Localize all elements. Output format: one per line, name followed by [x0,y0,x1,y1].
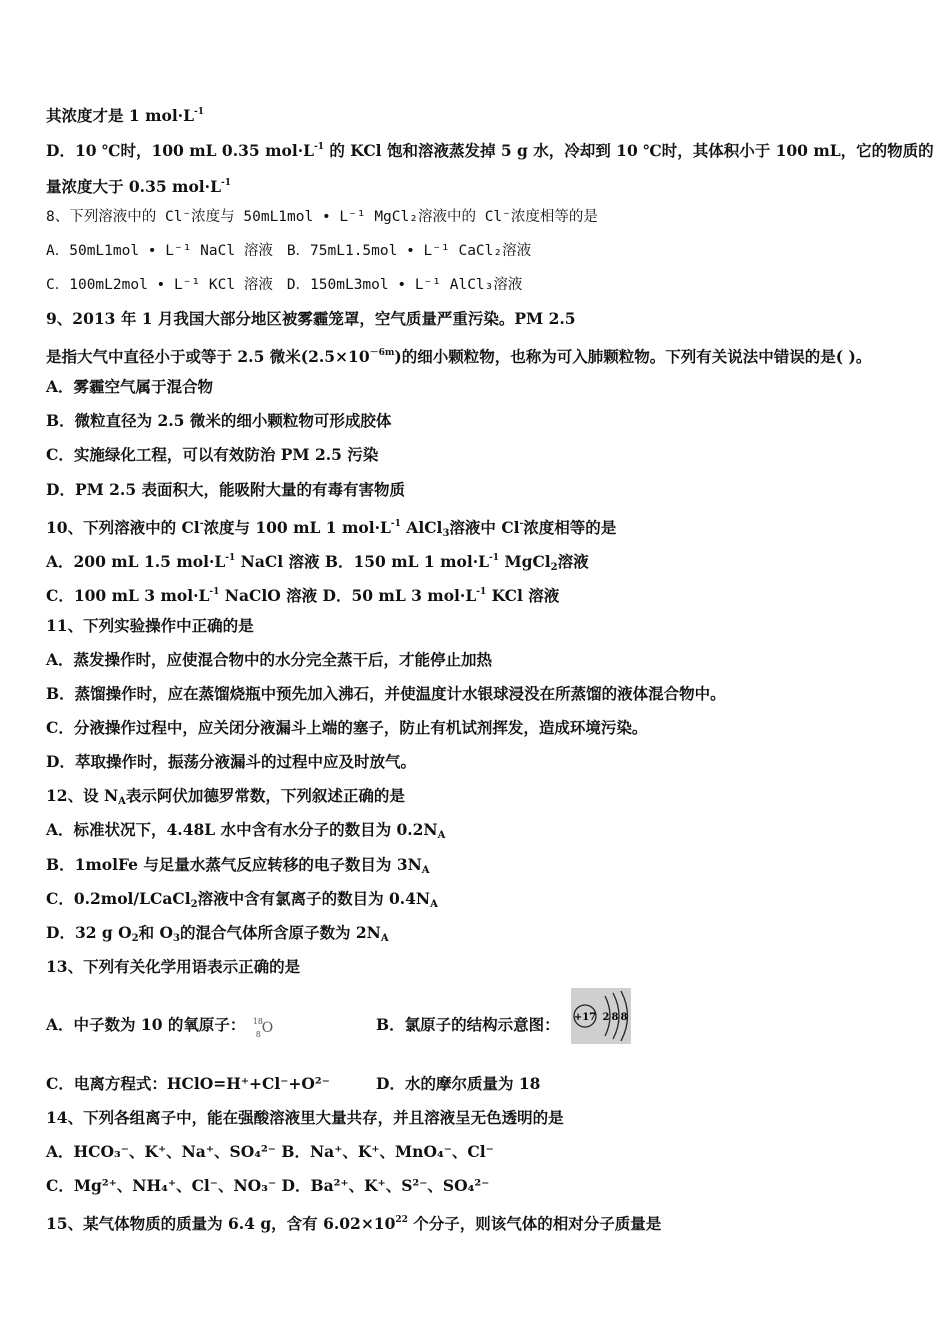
question-9-stem-1: 9、2013 年 1 月我国大部分地区被雾霾笼罩，空气质量严重污染。PM 2.5 [46,309,576,328]
nucleus-charge: +17 [573,1012,597,1023]
chlorine-atom-structure-diagram [571,988,631,1044]
question-14-options-ab: A．HCO₃⁻、K⁺、Na⁺、SO₄²⁻ B．Na⁺、K⁺、MnO₄⁻、Cl⁻ [46,1142,494,1161]
question-9-option-c: C．实施绿化工程，可以有效防治 PM 2.5 污染 [46,445,379,464]
text-line: 其浓度才是 1 $mol\cdot L^{-1}$ [46,106,204,125]
option-d-line-1: D．10 ℃时，100 mL 0.35 $mol\cdot L^{-1}$ 的 KCl 饱和溶液蒸发掉 5 g 水，冷却到 10 ℃时，其体积小于 100 mL，它的物质的 [46,141,934,160]
question-11-option-d: D．萃取操作时，振荡分液漏斗的过程中应及时放气。 [46,752,416,771]
question-8-options-cd: C．100mL2mol • L⁻¹ KCl 溶液 D．150mL3mol • L⁻¹ AlCl₃溶液 [46,277,523,293]
question-13-option-a: A．中子数为 10 的氧原子： 18 8 O [46,1015,277,1036]
shell-3-electrons: 8 [620,1012,628,1023]
question-11-option-b: B．蒸馏操作时，应在蒸馏烧瓶中预先加入沸石，并使温度计水银球浸没在所蒸馏的液体混合物中。 [46,684,726,703]
question-10-options-ab: A．200 mL 1.5 $mol\cdot L^{-1}$ NaCl 溶液 B．150 mL 1 $mol\cdot L^{-1}$ MgCl$_2$溶液 [46,552,589,573]
question-13-stem: 13、下列有关化学用语表示正确的是 [46,957,301,976]
question-13-option-b: B．氯原子的结构示意图： [376,1015,560,1034]
question-12-option-b: B．1molFe 与足量水蒸气反应转移的电子数目为 $3N_A$ [46,855,430,876]
question-12-option-d: D．32 g $O_2$和 $O_3$的混合气体所含原子数为 $2N_A$ [46,923,389,944]
shell-2-electrons: 8 [611,1012,619,1023]
option-d-line-2: 量浓度大于 0.35 $mol\cdot L^{-1}$ [46,177,231,196]
question-9-option-b: B．微粒直径为 2.5 微米的细小颗粒物可形成胶体 [46,411,392,430]
question-12-option-a: A．标准状况下，4.48L 水中含有水分子的数目为 $0.2N_A$ [46,820,446,841]
question-9-stem-2: 是指大气中直径小于或等于 2.5 微米$(2.5\times 10^{-6m})$的细小颗粒物，也称为可入肺颗粒物。下列有关说法中错误的是( )。 [46,347,872,366]
question-10-stem: 10、下列溶液中的 Cl-浓度与 100 mL 1 $mol\cdot L^{-1}$ AlCl$_3$溶液中 Cl-浓度相等的是 [46,518,617,539]
question-11-option-a: A．蒸发操作时，应使混合物中的水分完全蒸干后，才能停止加热 [46,650,493,669]
question-8-options-ab: A．50mL1mol • L⁻¹ NaCl 溶液 B．75mL1.5mol • L⁻¹ CaCl₂溶液 [46,243,532,259]
question-11-stem: 11、下列实验操作中正确的是 [46,616,254,635]
shell-1-electrons: 2 [602,1012,610,1023]
question-10-options-cd: C．100 mL 3 $mol\cdot L^{-1}$ NaClO 溶液 D．50 mL 3 $mol\cdot L^{-1}$ KCl 溶液 [46,586,560,605]
question-12-stem: 12、设 $N_A$表示阿伏加德罗常数，下列叙述正确的是 [46,786,405,807]
question-8-stem: 8、下列溶液中的 Cl⁻浓度与 50mL1mol • L⁻¹ MgCl₂溶液中的 Cl⁻浓度相等的是 [46,209,598,225]
question-9-option-a: A．雾霾空气属于混合物 [46,377,214,396]
question-15-stem: 15、某气体物质的质量为 6.4 g，含有 $6.02\times 10^{22}$ 个分子，则该气体的相对分子质量是 [46,1214,662,1233]
question-13-option-d: D．水的摩尔质量为 18 [376,1074,541,1093]
question-13-option-c: C．电离方程式：HClO=H⁺+Cl⁻+O²⁻ [46,1074,330,1093]
oxygen-isotope-notation: 18 8 O [252,1017,274,1039]
question-12-option-c: C．0.2mol/LCaCl$_2$溶液中含有氯离子的数目为 $0.4N_A$ [46,889,438,910]
question-11-option-c: C．分液操作过程中，应关闭分液漏斗上端的塞子，防止有机试剂挥发，造成环境污染。 [46,718,648,737]
question-14-options-cd: C．Mg²⁺、NH₄⁺、Cl⁻、NO₃⁻ D．Ba²⁺、K⁺、S²⁻、SO₄²⁻ [46,1176,490,1195]
question-14-stem: 14、下列各组离子中，能在强酸溶液里大量共存，并且溶液呈无色透明的是 [46,1108,564,1127]
question-9-option-d: D．PM 2.5 表面积大，能吸附大量的有毒有害物质 [46,480,406,499]
